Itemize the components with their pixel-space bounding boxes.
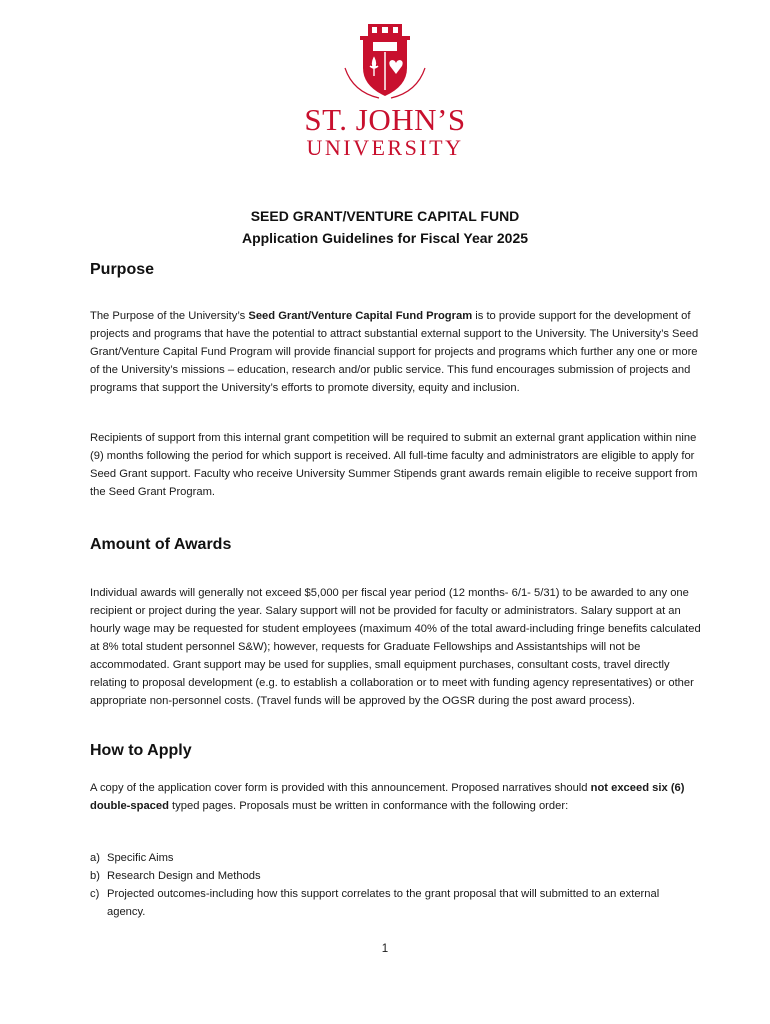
university-logo bbox=[0, 22, 770, 160]
document-subtitle: Application Guidelines for Fiscal Year 2025 bbox=[241, 230, 529, 246]
university-name-line2: UNIVERSITY bbox=[306, 135, 464, 160]
apply-heading: How to Apply bbox=[90, 742, 192, 759]
awards-paragraph: Individual awards will generally not exceed $5,000 per fiscal year period (12 months- 6/1- 5/31) to be awarded to any one recipient or project during the year. Salary support will not be provided for faculty or administrators. Salary support at an hourly wage may be requested for student employees (maximum 40% of the total award-including fringe benefits calculated at 8% total student personnel S&W); however, requests for Graduate Fellowships and Assistantships will not be accommodated. Grant support may be used for supplies, small equipment purchases, consultant costs, travel directly relating to proposal development (e.g. to establish a collaboration or to meet with funding agency representatives) or other appropriate non-personnel costs. (Travel funds will be approved by the OGSR during the post award process). bbox=[90, 587, 701, 707]
awards-heading: Amount of Awards bbox=[90, 536, 232, 553]
list-item: a) Specific Aims bbox=[90, 852, 174, 864]
document-title: SEED GRANT/VENTURE CAPITAL FUND bbox=[250, 208, 520, 224]
purpose-heading: Purpose bbox=[90, 261, 155, 278]
list-item: b) Research Design and Methods bbox=[90, 870, 261, 882]
university-name-line1: ST. JOHN’S bbox=[304, 102, 466, 137]
requirements-list bbox=[90, 849, 708, 921]
purpose-paragraph-2: Recipients of support from this internal grant competition will be required to submit an external grant application within nine (9) months following the period for which support is received. All full-time faculty and administrators are eligible to apply for Seed Grant support. Faculty who receive University Summer Stipends grant awards remain eligible to receive support from the Seed Grant Program. bbox=[90, 432, 698, 498]
apply-paragraph: A copy of the application cover form is provided with this announcement. Proposed narratives should not exceed six (6) double-spaced typed pages. Proposals must be written in conformance with the following order: bbox=[90, 782, 685, 812]
university-seal-icon bbox=[335, 22, 435, 102]
list-item: c) Projected outcomes-including how this support correlates to the grant proposal that will submitted to an external agency. bbox=[90, 888, 660, 918]
purpose-paragraph-1: The Purpose of the University’s Seed Grant/Venture Capital Fund Program is to provide support for the development of projects and programs that have the potential to attract substantial external support to the University. The University’s Seed Grant/Venture Capital Fund Program will provide financial support for projects and programs which further any one or more of the University’s missions – education, research and/or public service. This fund encourages submission of projects and programs that support the University’s efforts to promote diversity, equity and inclusion. bbox=[90, 310, 699, 394]
page-number: 1 bbox=[381, 943, 389, 955]
